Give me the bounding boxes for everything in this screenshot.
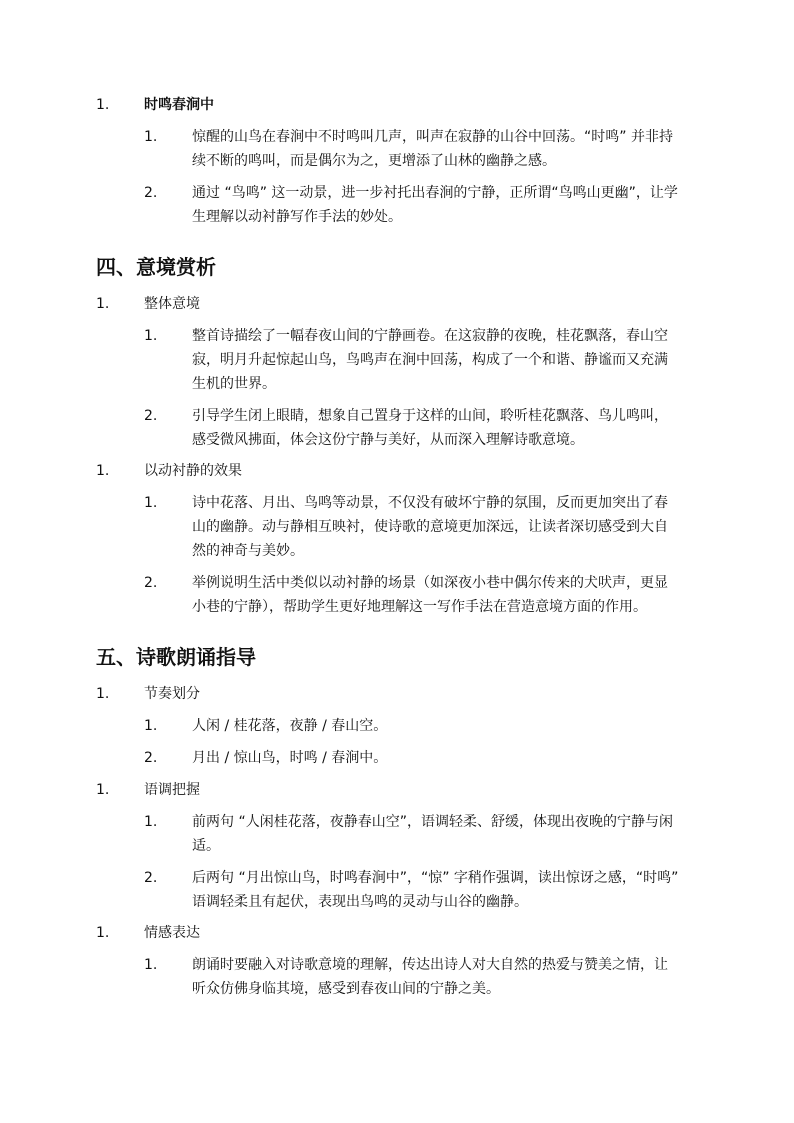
list-number: 1.	[96, 97, 110, 113]
list-number: 2.	[144, 870, 158, 886]
list-number: 1.	[96, 782, 110, 798]
item-title-shiming: 时鸣春涧中	[144, 97, 214, 113]
list-number: 2.	[144, 185, 158, 201]
list-item: 惊醒的山鸟在春涧中不时鸣叫几声，叫声在寂静的山谷中回荡。“时鸣” 并非持 续不断的鸣叫，而是偶尔为之，更增添了山林的幽静之感。	[192, 129, 673, 169]
section-heading-5: 五、诗歌朗诵指导	[96, 645, 256, 669]
list-number: 2.	[144, 750, 158, 766]
list-number: 1.	[96, 463, 110, 479]
list-number: 1.	[96, 296, 110, 312]
item-title-contrast-effect: 以动衬静的效果	[144, 463, 242, 479]
list-item: 后两句 “月出惊山鸟，时鸣春涧中”，“惊” 字稍作强调，读出惊讶之感，“时鸣” 语调轻柔且有起伏，表现出鸟鸣的灵动与山谷的幽静。	[192, 870, 679, 910]
list-number: 1.	[144, 718, 158, 734]
list-number: 1.	[96, 686, 110, 702]
section-heading-4: 四、意境赏析	[96, 255, 216, 279]
list-item: 朗诵时要融入对诗歌意境的理解，传达出诗人对大自然的热爱与赞美之情，让 听众仿佛身临其境，感受到春夜山间的宁静之美。	[192, 957, 668, 997]
list-number: 2.	[144, 408, 158, 424]
list-item: 前两句 “人闲桂花落，夜静春山空”，语调轻柔、舒缓，体现出夜晚的宁静与闲 适。	[192, 814, 673, 854]
item-title-emotion: 情感表达	[144, 925, 200, 941]
list-item: 整首诗描绘了一幅春夜山间的宁静画卷。在这寂静的夜晚，桂花飘落，春山空 寂，明月升起惊起山鸟，鸟鸣声在涧中回荡，构成了一个和谐、静谧而又充满 生机的世界。	[192, 328, 668, 392]
list-number: 1.	[144, 129, 158, 145]
item-title-overall-mood: 整体意境	[144, 296, 200, 312]
list-item: 引导学生闭上眼睛，想象自己置身于这样的山间，聆听桂花飘落、鸟儿鸣叫， 感受微风拂面，体会这份宁静与美好，从而深入理解诗歌意境。	[192, 408, 668, 448]
list-item: 举例说明生活中类似以动衬静的场景（如深夜小巷中偶尔传来的犬吠声，更显 小巷的宁静），帮助学生更好地理解这一写作手法在营造意境方面的作用。	[192, 575, 668, 615]
list-item: 人闲 / 桂花落，夜静 / 春山空。	[192, 718, 388, 734]
list-number: 1.	[144, 328, 158, 344]
list-number: 1.	[144, 495, 158, 511]
list-item: 诗中花落、月出、鸟鸣等动景，不仅没有破坏宁静的氛围，反而更加突出了春 山的幽静。动与静相互映衬，使诗歌的意境更加深远，让读者深切感受到大自 然的神奇与美妙。	[192, 495, 668, 559]
list-item: 通过 “鸟鸣” 这一动景，进一步衬托出春涧的宁静，正所谓“鸟鸣山更幽”，让学 生理解以动衬静写作手法的妙处。	[192, 185, 678, 225]
item-title-intonation: 语调把握	[144, 782, 200, 798]
list-number: 1.	[144, 957, 158, 973]
list-number: 2.	[144, 575, 158, 591]
list-number: 1.	[96, 925, 110, 941]
item-title-rhythm: 节奏划分	[144, 686, 200, 702]
list-item: 月出 / 惊山鸟，时鸣 / 春涧中。	[192, 750, 388, 766]
list-number: 1.	[144, 814, 158, 830]
